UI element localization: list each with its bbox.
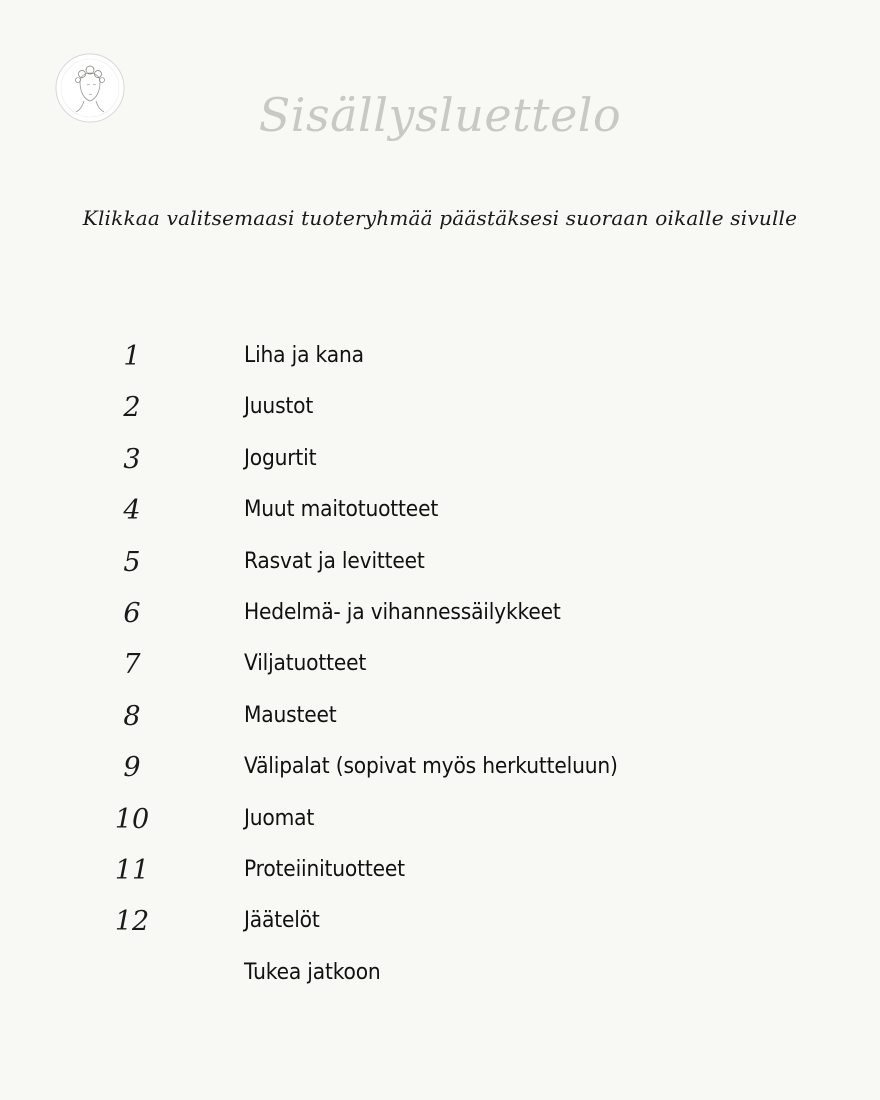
toc-item-mausteet[interactable] (0, 695, 880, 746)
toc-item-label[interactable]: Hedelmä- ja vihannessäilykkeet (244, 599, 561, 625)
toc-item-label[interactable]: Mausteet (244, 702, 337, 728)
toc-item-label[interactable]: Jäätelöt (244, 908, 320, 934)
toc-item-hedelma-ja-vihannessailykkeet[interactable] (0, 592, 880, 643)
table-of-contents (0, 335, 880, 1003)
toc-item-number: 6 (123, 597, 141, 629)
toc-item-number: 4 (123, 495, 141, 527)
toc-item-label[interactable]: Rasvat ja levitteet (244, 548, 425, 574)
toc-item-juomat[interactable] (0, 798, 880, 849)
toc-item-number: 5 (123, 546, 141, 578)
toc-item-juustot[interactable] (0, 386, 880, 437)
toc-item-number: 9 (123, 752, 141, 784)
toc-item-jaatelot[interactable] (0, 900, 880, 951)
toc-item-number: 10 (114, 803, 150, 835)
toc-item-number: 7 (123, 649, 141, 681)
toc-item-valipalat[interactable] (0, 746, 880, 797)
toc-item-jogurtit[interactable] (0, 438, 880, 489)
toc-item-rasvat-ja-levitteet[interactable] (0, 541, 880, 592)
toc-item-viljatuotteet[interactable] (0, 643, 880, 694)
toc-item-tukea-jatkoon[interactable] (0, 952, 880, 1003)
toc-item-number: 2 (123, 392, 141, 424)
toc-item-label[interactable]: Jogurtit (244, 445, 317, 471)
toc-item-label[interactable]: Proteiinituotteet (244, 856, 405, 882)
toc-item-number: 1 (123, 341, 141, 372)
toc-item-label[interactable]: Välipalat (sopivat myös herkutteluun) (244, 754, 618, 780)
toc-item-label[interactable]: Liha ja kana (244, 343, 364, 368)
toc-item-number: 3 (123, 443, 141, 475)
toc-item-muut-maitotuotteet[interactable] (0, 489, 880, 540)
toc-item-label[interactable]: Juomat (244, 805, 315, 831)
toc-item-number: 11 (114, 854, 150, 886)
toc-item-label[interactable]: Tukea jatkoon (244, 959, 381, 985)
toc-item-label[interactable]: Muut maitotuotteet (244, 497, 439, 523)
page-subtitle: Klikkaa valitsemaasi tuoteryhmää päästäksesi suoraan oikalle sivulle (82, 206, 798, 230)
toc-item-proteiinituotteet[interactable] (0, 849, 880, 900)
toc-item-liha-ja-kana[interactable] (0, 335, 880, 386)
toc-item-number: 12 (114, 906, 150, 938)
toc-item-number: 8 (123, 700, 141, 732)
toc-item-label[interactable]: Viljatuotteet (244, 651, 367, 677)
page-title: Sisällysluettelo (258, 88, 622, 142)
toc-item-label[interactable]: Juustot (244, 394, 314, 420)
